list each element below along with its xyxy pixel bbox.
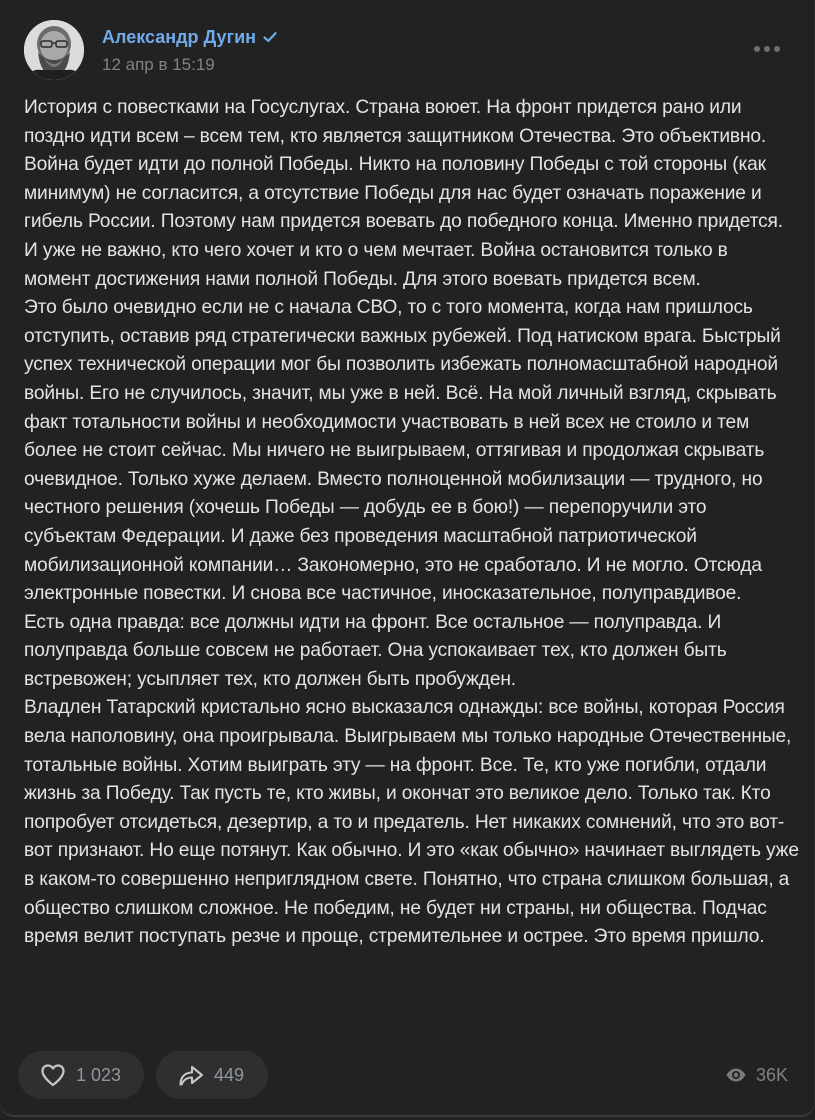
post-paragraph: Есть одна правда: все должны идти на фронт. Все остальное — полуправда. И полуправда больше совсем не работает. Она успокаивает тех, кто должен быть встревожен; усыпляет тех, кто должен быть пробужден. (24, 611, 727, 690)
more-horizontal-icon-dot (774, 46, 780, 52)
author-name-link[interactable]: Александр Дугин (102, 26, 257, 47)
post-footer (18, 1051, 790, 1099)
eye-icon (725, 1064, 747, 1086)
post-paragraph: Владлен Татарский кристально ясно высказался однажды: все войны, которая Россия вела наполовину, она проигрывала. Выигрываем мы только народные Отечественные, тотальные войны. Хотим выиграть эту — на фронт. Все. Те, кто уже погибли, отдали жизнь за Победу. Так пусть те, кто живы, и окончат это великое дело. Только так. Кто попробует отсидеться, дезертир, а то и предатель. Нет никаких сомнений, что это вот-вот признают. Но еще потянут. Как обычно. И это «как обычно» начинает выглядеть уже в каком-то совершенно неприглядном свете. Понятно, что страна слишком большая, а общество слишком сложное. Не победим, не будет ни страны, ни общества. Подчас время велит поступать резче и проще, стремительнее и острее. Это время пришло. (24, 697, 799, 948)
share-button[interactable] (156, 1051, 268, 1099)
like-button[interactable] (18, 1051, 144, 1099)
likes-count: 1 023 (76, 1064, 122, 1085)
post-paragraph: История с повестками на Госуслугах. Страна воюет. На фронт придется рано или поздно идти всем – всем тем, кто является защитником Отечества. Это объективно. Война будет идти до полной Победы. Никто на половину Победы с той стороны (как минимум) не согласится, а отсутствие Победы для нас будет означать поражение и гибель России. Поэтому нам придется воевать до победного конца. Именно придется. И уже не важно, кто чего хочет и кто о чем мечтает. Война остановится только в момент достижения нами полной Победы. Для этого воевать придется всем. (24, 97, 783, 290)
post-text (24, 94, 799, 952)
author-name-row (102, 25, 278, 49)
more-options-button[interactable] (750, 42, 784, 56)
post-date-link[interactable]: 12 апр в 15:19 (102, 55, 215, 74)
post-header (24, 18, 278, 82)
heart-icon (38, 1060, 68, 1090)
author-avatar-image (24, 20, 84, 80)
views-count: 36K (755, 1064, 788, 1085)
author-avatar[interactable] (24, 20, 84, 80)
author-info (102, 25, 278, 75)
share-arrow-icon (176, 1060, 206, 1090)
more-horizontal-icon-dot (754, 46, 760, 52)
more-horizontal-icon-dot (764, 46, 770, 52)
verified-check-icon (262, 29, 278, 45)
views-counter (725, 1064, 788, 1086)
post-paragraph: Это было очевидно если не с начала СВО, то с того момента, когда нам пришлось отступить, оставив ряд стратегически важных рубежей. Под натиском врага. Быстрый успех технической операции мог бы позволить избежать полномасштабной народной войны. Его не случилось, значит, мы уже в ней. Всё. На мой личный взгляд, скрывать факт тотальности войны и необходимости участвовать в ней всех не стоило и тем более не стоит сейчас. Мы ничего не выигрываем, оттягивая и продолжая скрывать очевидное. Только хуже делаем. Вместо полноценной мобилизации — трудного, но честного решения (хочешь Победы — добудь ее в бою!) — перепоручили это субъектам Федерации. И даже без проведения масштабной патриотической мобилизационной компании… Закономерно, это не сработало. И не могло. Отсюда электронные повестки. И снова все частичное, иносказательное, полуправдивое. (24, 297, 781, 605)
shares-count: 449 (214, 1064, 245, 1085)
